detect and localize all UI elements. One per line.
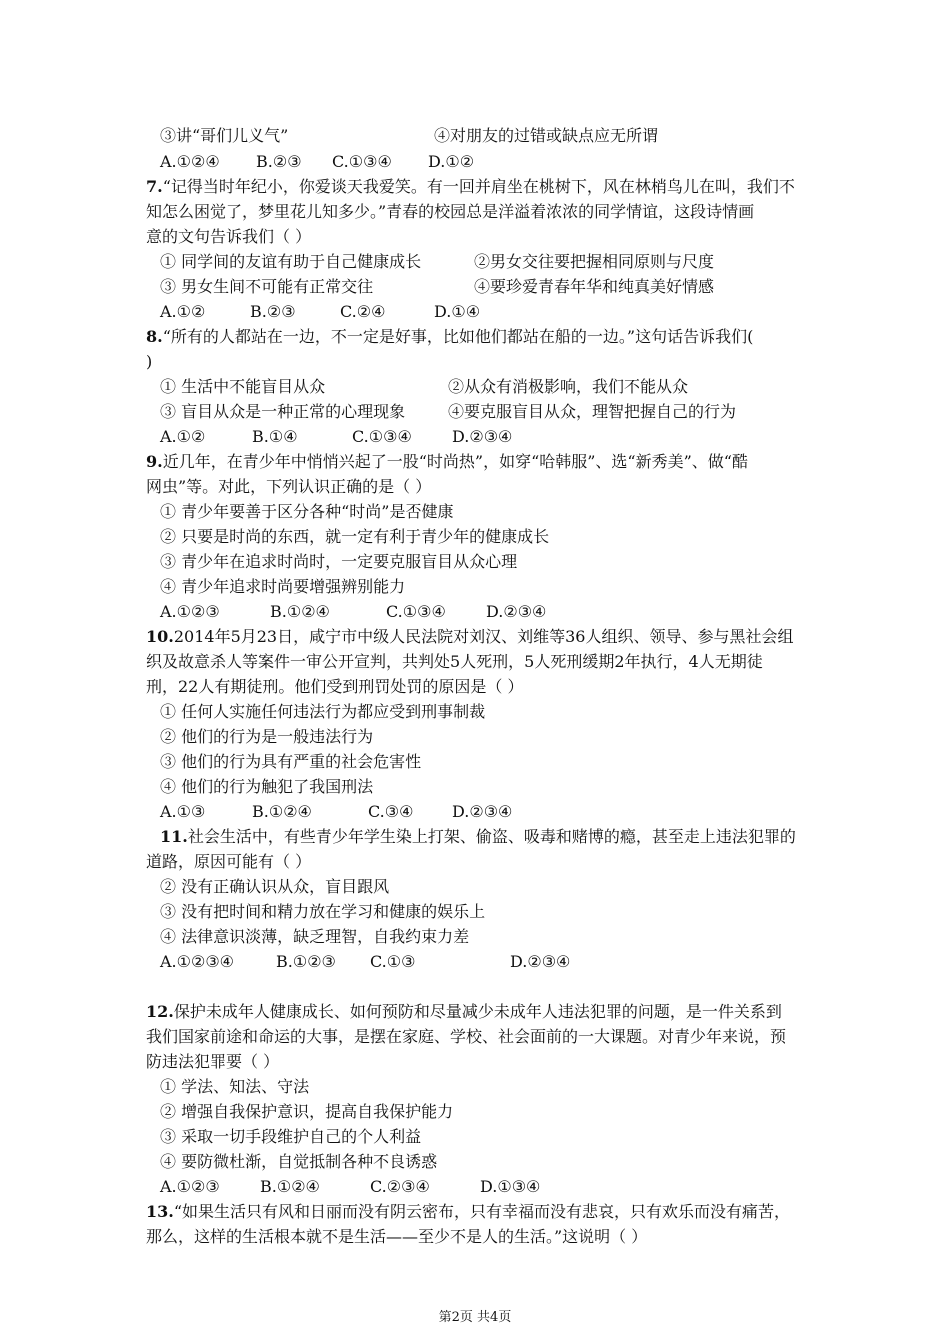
- question-7-line: [146, 176, 795, 198]
- option-text: ③讲“哥们儿义气”: [160, 126, 289, 145]
- page-footer: 第2页 共4页: [438, 1310, 512, 1325]
- choice-c: C.①③④: [332, 152, 392, 171]
- choice-a: A.①②③: [160, 1177, 220, 1196]
- question-text: 道路，原因可能有（ ）: [146, 852, 312, 871]
- option-text: ④ 要防微杜渐，自觉抵制各种不良诱惑: [160, 1152, 438, 1171]
- answer-choices: [160, 426, 512, 448]
- choice-b: B.①④: [252, 427, 298, 446]
- choice-b: B.①②④: [252, 802, 312, 821]
- choice-d: D.①④: [434, 302, 481, 321]
- option-line: [160, 701, 485, 723]
- choice-a: A.①②③: [160, 602, 220, 621]
- option-text: ① 任何人实施任何违法行为都应受到刑事制裁: [160, 702, 486, 721]
- option-text: ④ 法律意识淡薄，缺乏理智，自我约束力差: [160, 927, 470, 946]
- choice-d: D.②③④: [486, 602, 547, 621]
- option-line: [160, 276, 715, 298]
- option-line: [160, 251, 715, 273]
- question-13-line: [146, 1226, 647, 1248]
- option-line: [160, 726, 373, 748]
- option-text: ① 青少年要善于区分各种“时尚”是否健康: [160, 502, 454, 521]
- choice-d: D.②③④: [510, 952, 571, 971]
- answer-choices: [160, 1176, 540, 1198]
- option-text: ③ 盲目从众是一种正常的心理现象: [160, 402, 406, 421]
- option-text: ②男女交往要把握相同原则与尺度: [474, 252, 715, 271]
- question-11-line: [146, 851, 311, 873]
- option-line: [160, 926, 469, 948]
- question-text: “所有的人都站在一边，不一定是好事，比如他们都站在船的一边。”这句话告诉我们(: [162, 327, 754, 346]
- option-line: [160, 876, 389, 898]
- choice-d: D.②③④: [452, 427, 513, 446]
- option-text: ③ 青少年在追求时尚时，一定要克服盲目从众心理: [160, 552, 518, 571]
- option-line: [160, 526, 549, 548]
- option-text: ① 生活中不能盲目从众: [160, 377, 326, 396]
- choice-b: B.②③: [256, 152, 302, 171]
- question-text: 那么，这样的生活根本就不是生活——至少不是人的生活。”这说明（ ）: [146, 1227, 648, 1246]
- question-number: 9.: [146, 452, 163, 471]
- question-text: 近几年，在青少年中悄悄兴起了一股“时尚热”，如穿“哈韩服”、选“新秀美”、做“酷: [162, 452, 748, 471]
- answer-choices: [160, 601, 546, 623]
- option-text: ④要珍爱青春年华和纯真美好情感: [474, 277, 715, 296]
- option-line: [160, 576, 405, 598]
- choice-c: C.①③: [370, 952, 416, 971]
- choice-a: A.①②: [160, 302, 206, 321]
- question-12-line: [146, 1001, 782, 1023]
- question-9-line: [146, 451, 748, 473]
- choice-c: C.②③④: [370, 1177, 430, 1196]
- option-line: [160, 1151, 437, 1173]
- choice-c: C.①③④: [352, 427, 412, 446]
- question-number: 11.: [160, 827, 188, 846]
- option-line: [160, 1126, 421, 1148]
- option-text: ③ 采取一切手段维护自己的个人利益: [160, 1127, 422, 1146]
- option-text: ① 同学间的友谊有助于自己健康成长: [160, 252, 422, 271]
- question-10-line: [146, 651, 763, 673]
- question-7-line: [146, 201, 754, 223]
- question-11-line: [160, 826, 796, 848]
- option-text: ② 只要是时尚的东西，就一定有利于青少年的健康成长: [160, 527, 550, 546]
- question-13-line: [146, 1201, 790, 1223]
- option-line: [160, 751, 421, 773]
- question-number: 12.: [146, 1002, 174, 1021]
- choice-c: C.③④: [368, 802, 414, 821]
- question-text: 网虫”等。对此，下列认识正确的是（ ）: [146, 477, 432, 496]
- question-8-line: [146, 326, 753, 348]
- option-text: ② 他们的行为是一般违法行为: [160, 727, 374, 746]
- question-12-line: [146, 1051, 279, 1073]
- option-line: [160, 125, 659, 147]
- choice-d: D.①③④: [480, 1177, 541, 1196]
- answer-choices: [160, 301, 480, 323]
- answer-choices: [160, 801, 512, 823]
- option-text: ④ 他们的行为触犯了我国刑法: [160, 777, 374, 796]
- question-9-line: [146, 476, 431, 498]
- choice-a: A.①②④: [160, 152, 220, 171]
- answer-choices: [160, 951, 570, 973]
- option-text: ③ 男女生间不可能有正常交往: [160, 277, 374, 296]
- choice-b: B.①②③: [276, 952, 336, 971]
- choice-c: C.②④: [340, 302, 386, 321]
- choice-b: B.①②④: [260, 1177, 320, 1196]
- option-text: ② 增强自我保护意识，提高自我保护能力: [160, 1102, 454, 1121]
- option-text: ②从众有消极影响，我们不能从众: [448, 377, 689, 396]
- question-number: 7.: [146, 177, 163, 196]
- option-text: ④要克服盲目从众，理智把握自己的行为: [448, 402, 737, 421]
- question-text: “记得当时年纪小，你爱谈天我爱笑。有一回并肩坐在桃树下，风在林梢鸟儿在叫，我们不: [162, 177, 795, 196]
- option-line: [160, 1076, 309, 1098]
- choice-a: A.①③: [160, 802, 206, 821]
- question-text: 2014年5月23日，咸宁市中级人民法院对刘汉、刘维等36人组织、领导、参与黑社会组: [173, 627, 794, 646]
- question-text: 织及故意杀人等案件一审公开宣判，共判处5人死刑，5人死刑缓期2年执行，4人无期徒: [146, 652, 763, 671]
- choice-d: D.②③④: [452, 802, 513, 821]
- question-text: ): [146, 352, 153, 371]
- option-line: [160, 901, 485, 923]
- question-number: 8.: [146, 327, 163, 346]
- question-7-line: [146, 226, 311, 248]
- option-text: ① 学法、知法、守法: [160, 1077, 310, 1096]
- option-line: [160, 776, 373, 798]
- question-10-line: [146, 626, 793, 648]
- choice-a: A.①②③④: [160, 952, 235, 971]
- choice-c: C.①③④: [386, 602, 446, 621]
- option-text: ④ 青少年追求时尚要增强辨别能力: [160, 577, 406, 596]
- question-10-line: [146, 676, 523, 698]
- question-8-line: [146, 351, 152, 373]
- option-text: ② 没有正确认识从众，盲目跟风: [160, 877, 390, 896]
- question-number: 13.: [146, 1202, 174, 1221]
- choice-a: A.①②: [160, 427, 206, 446]
- option-line: [160, 376, 689, 398]
- question-text: 防违法犯罪要（ ）: [146, 1052, 280, 1071]
- question-text: 知怎么困觉了，梦里花儿知多少。”青春的校园总是洋溢着浓浓的同学情谊，这段诗情画: [146, 202, 755, 221]
- option-text: ③ 他们的行为具有严重的社会危害性: [160, 752, 422, 771]
- question-text: 社会生活中，有些青少年学生染上打架、偷盗、吸毒和赌博的瘾，甚至走上违法犯罪的: [187, 827, 796, 846]
- question-text: 意的文句告诉我们（ ）: [146, 227, 312, 246]
- question-text: “如果生活只有风和日丽而没有阴云密布，只有幸福而没有悲哀，只有欢乐而没有痛苦，: [173, 1202, 791, 1221]
- choice-b: B.②③: [250, 302, 296, 321]
- option-line: [160, 1101, 453, 1123]
- question-text: 保护未成年人健康成长、如何预防和尽量减少未成年人违法犯罪的问题，是一件关系到: [173, 1002, 782, 1021]
- question-12-line: [146, 1026, 786, 1048]
- option-text: ④对朋友的过错或缺点应无所谓: [434, 126, 659, 145]
- option-line: [160, 551, 517, 573]
- option-text: ③ 没有把时间和精力放在学习和健康的娱乐上: [160, 902, 486, 921]
- question-text: 我们国家前途和命运的大事，是摆在家庭、学校、社会面前的一大课题。对青少年来说，预: [146, 1027, 787, 1046]
- option-line: [160, 401, 737, 423]
- option-line: [160, 501, 453, 523]
- choice-d: D.①②: [428, 152, 475, 171]
- choice-b: B.①②④: [270, 602, 330, 621]
- question-text: 刑，22人有期徒刑。他们受到刑罚处罚的原因是（ ）: [146, 677, 524, 696]
- question-number: 10.: [146, 627, 174, 646]
- answer-choices: [160, 151, 474, 173]
